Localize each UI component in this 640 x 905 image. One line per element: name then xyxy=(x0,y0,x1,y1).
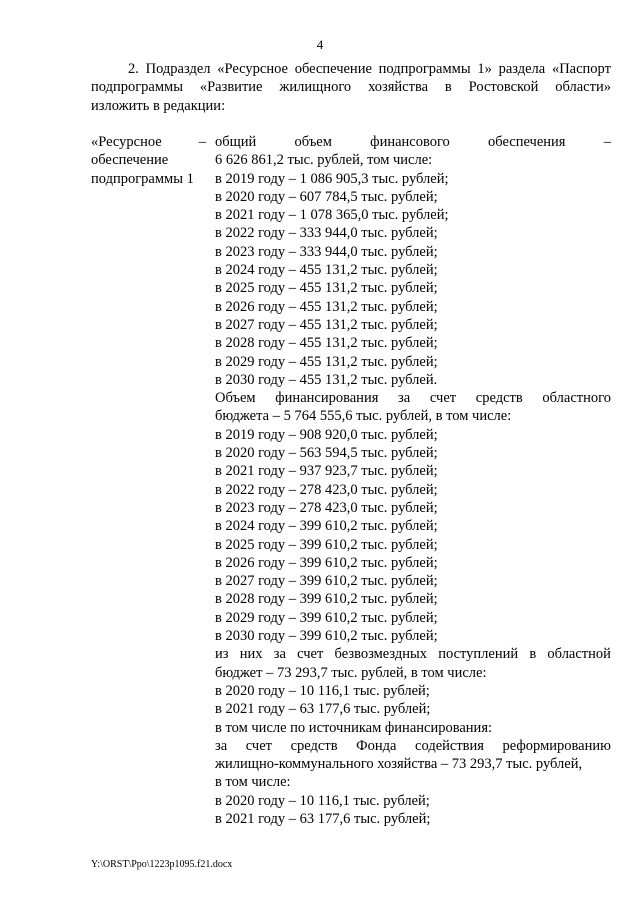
section-label-line-3: подпрограммы 1 xyxy=(91,170,194,187)
year-amount-line: в 2019 году – 908 920,0 тыс. рублей; xyxy=(215,426,438,443)
word: из xyxy=(215,646,229,663)
word: Фонда xyxy=(356,737,397,754)
word: за xyxy=(215,737,228,754)
year-amount-line: в 2026 году – 455 131,2 тыс. рублей; xyxy=(215,298,438,315)
word: областной xyxy=(547,646,611,663)
intro-paragraph xyxy=(91,60,611,115)
section-label xyxy=(91,133,206,188)
word: содействия xyxy=(415,737,484,754)
word: 2. xyxy=(128,61,139,77)
word: за xyxy=(398,390,411,407)
year-amount-line: в 2020 году – 563 594,5 тыс. рублей; xyxy=(215,445,438,462)
word: счет xyxy=(429,390,457,407)
word: в xyxy=(529,646,537,663)
year-amount-line: в 2021 году – 1 078 365,0 тыс. рублей; xyxy=(215,207,449,224)
intro-line-2 xyxy=(91,78,611,96)
file-path-footer: Y:\ORST\Ppo\1223p1095.f21.docx xyxy=(91,859,233,870)
year-amount-line: в 2020 году – 10 116,1 тыс. рублей; xyxy=(215,682,430,699)
regional-funding-heading xyxy=(215,389,611,407)
word: финансирования xyxy=(275,390,379,407)
year-amount-line: в 2021 году – 937 923,7 тыс. рублей; xyxy=(215,463,438,480)
year-amount-line: в 2024 году – 455 131,2 тыс. рублей; xyxy=(215,262,438,279)
year-amount-line: в 2027 году – 399 610,2 тыс. рублей; xyxy=(215,573,438,590)
word: Объем xyxy=(215,390,256,407)
year-amount-line: в 2021 году – 63 177,6 тыс. рублей; xyxy=(215,701,431,718)
intro-line-1 xyxy=(91,60,611,78)
year-amount-line: в 2019 году – 1 086 905,3 тыс. рублей; xyxy=(215,170,449,187)
word: средств xyxy=(475,390,523,407)
year-amount-line: в 2029 году – 455 131,2 тыс. рублей; xyxy=(215,353,438,370)
word: за xyxy=(273,646,286,663)
word: «Паспорт xyxy=(551,61,611,77)
word: общий xyxy=(215,134,257,150)
word: жилищного xyxy=(279,79,352,96)
word: них xyxy=(239,646,263,663)
page-number: 4 xyxy=(316,37,324,52)
year-amount-line: в 2030 году – 455 131,2 тыс. рублей. xyxy=(215,371,438,388)
year-amount-line: в 2028 году – 399 610,2 тыс. рублей; xyxy=(215,591,438,608)
total-funding-years xyxy=(215,170,611,390)
year-amount-line: в 2030 году – 399 610,2 тыс. рублей; xyxy=(215,628,438,645)
year-amount-line: в 2025 году – 399 610,2 тыс. рублей; xyxy=(215,536,438,553)
year-amount-line: в 2027 году – 455 131,2 тыс. рублей; xyxy=(215,316,438,333)
intro-line-3: изложить в редакции: xyxy=(91,97,226,114)
year-amount-line: в 2028 году – 455 131,2 тыс. рублей; xyxy=(215,335,438,352)
word: обеспечения xyxy=(488,134,566,150)
year-amount-line: в 2026 году – 399 610,2 тыс. рублей; xyxy=(215,554,438,571)
word: области» xyxy=(555,79,611,96)
section-content xyxy=(215,133,611,828)
total-funding-amount: 6 626 861,2 тыс. рублей, том числе: xyxy=(215,152,433,169)
word: счет xyxy=(297,646,324,663)
year-amount-line: в 2020 году – 10 116,1 тыс. рублей; xyxy=(215,792,430,809)
word: «Ресурсное xyxy=(91,134,162,150)
section-label-line-2: обеспечение xyxy=(91,152,169,169)
word: раздела xyxy=(498,61,546,77)
word: финансового xyxy=(370,134,450,150)
section-label-line-1 xyxy=(91,133,206,151)
fund-amount: жилищно-коммунального хозяйства – 73 293,7 тыс. рублей, xyxy=(215,756,583,773)
year-amount-line: в 2024 году – 399 610,2 тыс. рублей; xyxy=(215,518,438,535)
word: безвозмездных xyxy=(334,646,427,663)
year-amount-line: в 2020 году – 607 784,5 тыс. рублей; xyxy=(215,188,438,205)
word: средств xyxy=(290,737,338,754)
word: – xyxy=(603,134,611,150)
year-amount-line: в 2023 году – 333 944,0 тыс. рублей; xyxy=(215,243,438,260)
year-amount-line: в 2021 году – 63 177,6 тыс. рублей; xyxy=(215,810,431,827)
fund-in-total: в том числе: xyxy=(215,774,291,791)
gratuitous-funding-heading xyxy=(215,645,611,663)
year-amount-line: в 2022 году – 278 423,0 тыс. рублей; xyxy=(215,481,438,498)
word: подпрограммы xyxy=(378,61,471,77)
funding-sources-intro: в том числе по источникам финансирования: xyxy=(215,719,493,736)
word: реформированию xyxy=(502,737,611,754)
word: обеспечение xyxy=(294,61,372,77)
year-amount-line: в 2023 году – 278 423,0 тыс. рублей; xyxy=(215,499,438,516)
word: поступлений xyxy=(438,646,519,663)
word: подпрограммы xyxy=(91,79,183,96)
word: счет xyxy=(245,737,272,754)
total-funding-heading xyxy=(215,133,611,151)
fund-years xyxy=(215,792,611,829)
fund-heading xyxy=(215,737,611,755)
word: – xyxy=(198,134,206,150)
year-amount-line: в 2022 году – 333 944,0 тыс. рублей; xyxy=(215,225,438,242)
gratuitous-funding-years xyxy=(215,682,611,719)
word: в xyxy=(444,79,452,96)
word: хозяйства xyxy=(368,79,429,96)
word: 1» xyxy=(477,61,492,77)
word: Ростовской xyxy=(468,79,539,96)
word: «Ресурсное xyxy=(217,61,288,77)
word: «Развитие xyxy=(199,79,263,96)
gratuitous-funding-amount: бюджет – 73 293,7 тыс. рублей, в том числе: xyxy=(215,664,487,681)
word: областного xyxy=(542,390,611,407)
word: объем xyxy=(294,134,332,150)
word: Подраздел xyxy=(145,61,211,77)
regional-funding-years xyxy=(215,426,611,646)
year-amount-line: в 2025 году – 455 131,2 тыс. рублей; xyxy=(215,280,438,297)
year-amount-line: в 2029 году – 399 610,2 тыс. рублей; xyxy=(215,609,438,626)
regional-funding-amount: бюджета – 5 764 555,6 тыс. рублей, в том числе: xyxy=(215,408,512,425)
